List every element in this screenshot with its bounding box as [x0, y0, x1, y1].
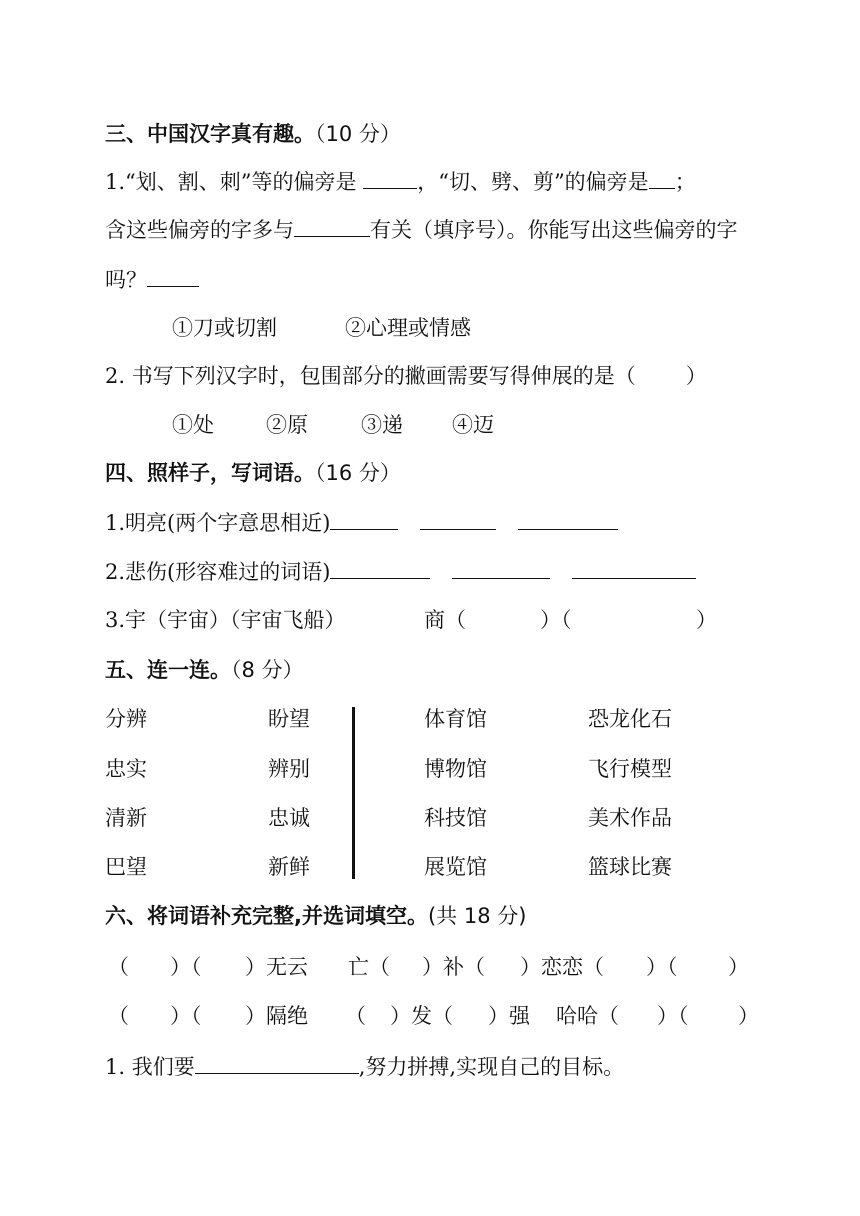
match-left-word[interactable]: 巴望: [105, 855, 147, 879]
match-venue[interactable]: 博物馆: [424, 757, 487, 781]
s6-q1-text-b: ,努力拼搏,实现自己的目标。: [358, 1055, 625, 1079]
s3-q1-option-2: ②心理或情感: [345, 316, 471, 340]
s3-q2-line: [105, 362, 707, 390]
s4-q1-text: 1.明亮(两个字意思相近): [105, 511, 331, 535]
idiom-fragment: （: [108, 1004, 129, 1028]
s3-q1-blank-3[interactable]: [294, 216, 370, 237]
s6-q1-line: [105, 1053, 624, 1081]
s3-q2-option-2: ②原: [266, 413, 308, 437]
s3-q1-line2-a: 含这些偏旁的字多与: [105, 218, 294, 242]
matching-divider: [352, 707, 355, 879]
idiom-fragment: ）无云: [245, 955, 308, 979]
s4-q2-text: 2.悲伤(形容难过的词语): [105, 560, 331, 584]
s3-q2-text: 2. 书写下列汉字时，包围部分的撇画需要写得伸展的是（: [105, 364, 636, 388]
idiom-fragment: ）（: [646, 955, 678, 979]
s4-q3-paren-end: ）: [696, 608, 717, 632]
idiom-fragment: ）强: [488, 1004, 530, 1028]
idiom-fragment: ）: [728, 955, 749, 979]
match-right-word[interactable]: 辨别: [268, 757, 310, 781]
s3-q1-text-c: ；: [674, 170, 696, 194]
match-right-word[interactable]: 新鲜: [268, 855, 310, 879]
idiom-fragment: ）补（: [422, 955, 485, 979]
idiom-fragment: 亡（: [348, 955, 390, 979]
s3-q1-text-a: 1.“划、割、刺”等的偏旁是: [105, 170, 357, 194]
idiom-fragment: 哈哈（: [556, 1004, 619, 1028]
s4-q2-blank-1[interactable]: [330, 558, 430, 579]
match-left-word[interactable]: 清新: [105, 806, 147, 830]
match-right-word[interactable]: 忠诚: [268, 806, 310, 830]
section-6-score: (共 18 分): [427, 904, 527, 928]
match-exhibit[interactable]: 美术作品: [588, 806, 672, 830]
section-3-title: 三、中国汉字真有趣。: [105, 122, 315, 146]
s3-q1-blank-2[interactable]: [649, 168, 675, 189]
section-5-score: （8 分）: [231, 658, 304, 682]
s3-q1-blank-4[interactable]: [147, 266, 199, 287]
idiom-fragment: ）（: [170, 1004, 202, 1028]
s4-q3-char: 商（: [424, 608, 466, 632]
s4-q1-blank-2[interactable]: [420, 509, 496, 530]
section-6-heading: [105, 902, 526, 930]
match-left-word[interactable]: 分辨: [105, 707, 147, 731]
s3-q2-close: ）: [685, 364, 707, 388]
s3-q2-option-1: ①处: [172, 413, 214, 437]
s6-q1-text-a: 1. 我们要: [105, 1055, 195, 1079]
s3-q1-blank-1[interactable]: [363, 168, 417, 189]
s3-q1-line1: [105, 168, 696, 196]
section-3-score: （10 分）: [315, 122, 401, 146]
s6-q1-blank[interactable]: [195, 1053, 359, 1074]
match-venue[interactable]: 展览馆: [424, 855, 487, 879]
s3-q1-option-1: ①刀或切割: [172, 316, 277, 340]
s4-q2-blank-3[interactable]: [572, 558, 696, 579]
section-4-score: （16 分）: [315, 461, 401, 485]
match-left-word[interactable]: 忠实: [105, 757, 147, 781]
idiom-fragment: ）隔绝: [245, 1004, 308, 1028]
idiom-fragment: ）恋恋（: [520, 955, 604, 979]
match-exhibit[interactable]: 篮球比赛: [588, 855, 672, 879]
idiom-fragment: （: [345, 1004, 366, 1028]
section-4-heading: [105, 459, 401, 487]
s4-q3-paren-mid: ）（: [540, 608, 572, 632]
idiom-fragment: （: [108, 955, 129, 979]
s3-q2-option-3: ③递: [361, 413, 403, 437]
section-4-title: 四、照样子，写词语。: [105, 461, 315, 485]
s3-q1-line2: [105, 216, 738, 244]
s4-q1-blank-1[interactable]: [330, 509, 398, 530]
section-5-title: 五、连一连。: [105, 658, 231, 682]
match-right-word[interactable]: 盼望: [268, 707, 310, 731]
idiom-fragment: ）（: [657, 1004, 689, 1028]
s4-q1-blank-3[interactable]: [518, 509, 618, 530]
s3-q2-answer-space[interactable]: [636, 363, 686, 383]
section-6-title: 六、将词语补充完整,并选词填空。: [105, 904, 428, 928]
s3-q1-line3-text: 吗？: [105, 268, 147, 292]
s4-q2-line: [105, 558, 696, 586]
s3-q1-line3: [105, 266, 199, 294]
s3-q2-option-4: ④迈: [452, 413, 494, 437]
s4-q2-blank-2[interactable]: [452, 558, 550, 579]
section-3-heading: [105, 120, 401, 148]
match-venue[interactable]: 科技馆: [424, 806, 487, 830]
idiom-fragment: ）发（: [390, 1004, 453, 1028]
section-5-heading: [105, 656, 304, 684]
match-exhibit[interactable]: 恐龙化石: [588, 707, 672, 731]
s4-q3-example: 3.宇（宇宙）（宇宙飞船）: [105, 608, 346, 632]
idiom-fragment: ）: [738, 1004, 759, 1028]
match-exhibit[interactable]: 飞行模型: [588, 757, 672, 781]
s3-q1-line2-b: 有关（填序号）。你能写出这些偏旁的字: [370, 218, 738, 242]
idiom-fragment: ）（: [170, 955, 202, 979]
s4-q1-line: [105, 509, 618, 537]
s3-q1-text-b: ，“切、劈、剪”的偏旁是: [417, 170, 649, 194]
match-venue[interactable]: 体育馆: [424, 707, 487, 731]
